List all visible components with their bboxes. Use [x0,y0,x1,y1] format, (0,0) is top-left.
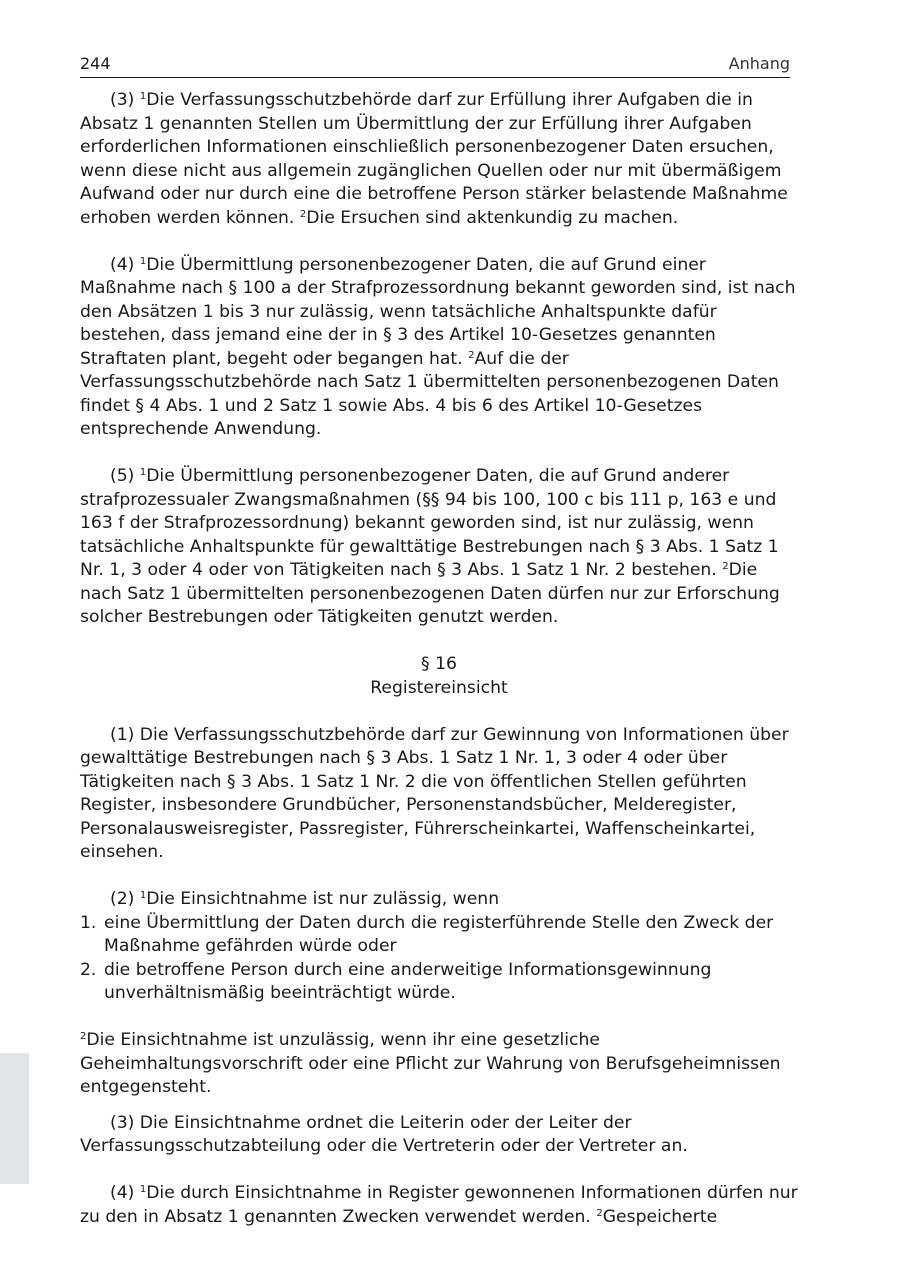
sentence-marker: 2 [80,1031,87,1042]
list-item [80,912,798,959]
sentence-marker: 1 [139,890,147,901]
paragraph-16-4: (4) $^1$Die durch Einsichtnahme in Register gewonnenen Informationen dürfen nur zu den in Absatz 1 genannten Zwecken verwendet werden. $^2$Gespeicherte [80,1183,798,1227]
page-content [80,89,798,1229]
thumb-index-tab [0,1053,29,1184]
paragraph-15-4: (4) $^1$Die Übermittlung personenbezogener Daten, die auf Grund einer Maßnahme nach § 100 a der Strafprozessordnung bekannt geworden sind, ist nach den Absätzen 1 bis 3 nur zulässig, wenn tatsächliche Anhaltspunkte dafür bestehen, dass jemand eine der in § 3 des Artikel 10-Gesetzes genannten Straftaten plant, begeht oder begangen hat. $^2$Auf die der Verfassungsschutzbehörde nach Satz 1 übermittelten personenbezogenen Daten findet § 4 Abs. 1 und 2 Satz 1 sowie Abs. 4 bis 6 des Artikel 10-Gesetzes entsprechende Anwendung. [80,254,796,439]
list-item-text: die betroffene Person durch eine anderweitige Informationsgewinnung unverhältnismäßig beeinträchtigt würde. [104,959,712,1003]
section-number: § 16 [421,654,457,674]
sentence-marker: 2 [468,349,475,361]
list-item [80,959,798,1006]
paragraph-16-2-sentence-2: $^2$Die Einsichtnahme ist unzulässig, wenn ihr eine gesetzliche Geheimhaltungsvorschrift oder eine Pflicht zur Wahrung von Berufsgeheimnissen entgegensteht. [80,1030,781,1097]
page-header [80,53,790,78]
sentence-marker: 2 [596,1207,603,1219]
paragraph-16-3: (3) Die Einsichtnahme ordnet die Leiterin oder der Leiter der Verfassungsschutzabteilung oder die Vertreterin oder der Vertreter an. [80,1112,688,1156]
sentence-marker: 1 [139,91,147,102]
list-item-number: 2. [80,959,97,980]
paragraph-16-2-intro: (2) $^1$Die Einsichtnahme ist nur zulässig, wenn [110,889,500,909]
page-number: 244 [80,54,111,73]
list-item-number: 1. [80,912,97,933]
paragraph-15-3: (3) $^1$Die Verfassungsschutzbehörde darf zur Erfüllung ihrer Aufgaben die in Absatz 1 genannten Stellen um Übermittlung der zur Erfüllung ihrer Aufgaben erforderlichen Informationen einschließlich personenbezogener Daten ersuchen, wenn diese nicht aus allgemein zugänglichen Quellen oder nur mit übermäßigem Aufwand oder nur durch eine die betroffene Person stärker belastende Maßnahme erhoben werden können. $^2$Die Ersuchen sind aktenkundig zu machen. [80,90,788,228]
section-heading [80,653,798,700]
sentence-marker: 2 [722,561,729,572]
sentence-marker: 1 [139,1184,147,1195]
paragraph-15-5: (5) $^1$Die Übermittlung personenbezogener Daten, die auf Grund anderer strafprozessualer Zwangsmaßnahmen (§§ 94 bis 100, 100 c bis 111 p, 163 e und 163 f der Strafprozessordnung) bekannt geworden sind, ist nur zulässig, wenn tatsächliche Anhaltspunkte für gewalttätige Bestrebungen nach § 3 Abs. 1 Satz 1 Nr. 1, 3 oder 4 oder von Tätigkeiten nach § 3 Abs. 1 Satz 1 Nr. 2 bestehen. $^2$Die nach Satz 1 übermittelten personenbezogenen Daten dürfen nur zur Erforschung solcher Bestrebungen oder Tätigkeiten genutzt werden. [80,466,780,627]
list-item-text: eine Übermittlung der Daten durch die registerführende Stelle den Zweck der Maßnahme gefährden würde oder [104,912,774,956]
sentence-marker: 1 [139,467,147,478]
running-section-title: Anhang [728,54,790,73]
section-title: Registereinsicht [370,677,508,698]
sentence-marker: 2 [299,208,307,220]
paragraph-16-1: (1) Die Verfassungsschutzbehörde darf zur Gewinnung von Informationen über gewalttätige Bestrebungen nach § 3 Abs. 1 Satz 1 Nr. 1, 3 oder 4 oder über Tätigkeiten nach § 3 Abs. 1 Satz 1 Nr. 2 die von öffentlichen Stellen geführten Register, insbesondere Grundbücher, Personenstandsbücher, Melderegister, Personalausweisregister, Passregister, Führerscheinkartei, Waffenscheinkartei, einsehen. [80,724,789,862]
sentence-marker: 1 [139,255,147,267]
